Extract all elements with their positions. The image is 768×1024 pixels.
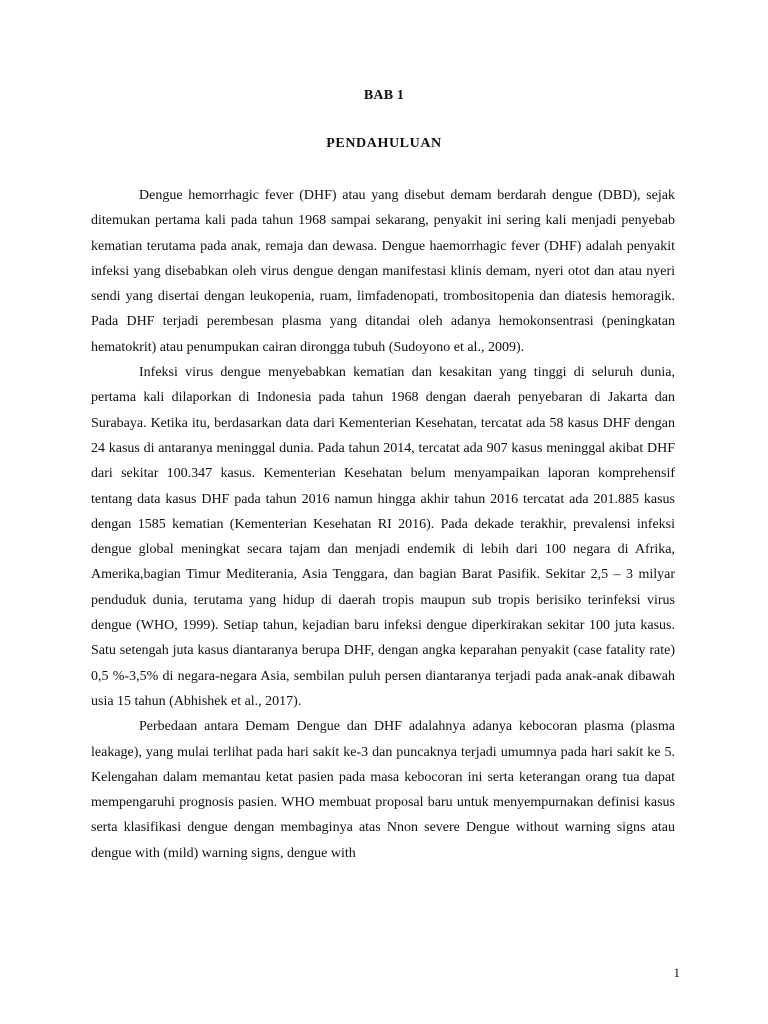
paragraph: Perbedaan antara Demam Dengue dan DHF adalahnya adanya kebocoran plasma (plasma leakage), yang mulai terlihat pada hari sakit ke-3 dan puncaknya terjadi umumnya pada hari sakit ke 5. Kelengahan dalam memantau ketat pasien pada masa kebocoran ini serta keterangan orang tua dapat mempengaruhi prognosis pasien. WHO membuat proposal baru untuk menyempurnakan definisi kasus serta klasifikasi dengue dengan membaginya atas Nnon severe Dengue without warning signs atau dengue with (mild) warning signs, dengue with bbox=[91, 719, 675, 861]
body-text bbox=[91, 183, 675, 866]
page-number: 1 bbox=[673, 965, 680, 980]
chapter-number: BAB 1 bbox=[363, 88, 405, 103]
paragraph: Infeksi virus dengue menyebabkan kematian dan kesakitan yang tinggi di seluruh dunia, pertama kali dilaporkan di Indonesia pada tahun 1968 dengan daerah penyebaran di Jakarta dan Surabaya. Ketika itu, berdasarkan data dari Kementerian Kesehatan, tercatat ada 58 kasus DHF dengan 24 kasus di antaranya meninggal dunia. Pada tahun 2014, tercatat ada 907 kasus meninggal akibat DHF dari sekitar 100.347 kasus. Kementerian Kesehatan belum menyampaikan laporan komprehensif tentang data kasus DHF pada tahun 2016 namun hingga akhir tahun 2016 tercatat ada 201.885 kasus dengan 1585 kematian (Kementerian Kesehatan RI 2016). Pada dekade terakhir, prevalensi infeksi dengue global meningkat secara tajam dan menjadi endemik di lebih dari 100 negara di Afrika, Amerika,bagian Timur Mediterania, Asia Tenggara, dan bagian Barat Pasifik. Sekitar 2,5 – 3 milyar penduduk dunia, terutama yang hidup di daerah tropis maupun sub tropis berisiko terinfeksi virus dengue (WHO, 1999). Setiap tahun, kejadian baru infeksi dengue diperkirakan sekitar 100 juta kasus. Satu setengah juta kasus diantaranya berupa DHF, dengan angka keparahan penyakit (case fatality rate) 0,5 %-3,5% di negara-negara Asia, sembilan puluh persen diantaranya terjadi pada anak-anak dibawah usia 15 tahun (Abhishek et al., 2017). bbox=[91, 365, 675, 709]
paragraph: Dengue hemorrhagic fever (DHF) atau yang disebut demam berdarah dengue (DBD), sejak ditemukan pertama kali pada tahun 1968 sampai sekarang, penyakit ini sering kali menjadi penyebab kematian terutama pada anak, remaja dan dewasa. Dengue haemorrhagic fever (DHF) adalah penyakit infeksi yang disebabkan oleh virus dengue dengan manifestasi klinis demam, nyeri otot dan atau nyeri sendi yang disertai dengan leukopenia, ruam, limfadenopati, trombositopenia dan diatesis hemoragik. Pada DHF terjadi perembesan plasma yang ditandai oleh adanya hemokonsentrasi (peningkatan hematokrit) atau penumpukan cairan dirongga tubuh (Sudoyono et al., 2009). bbox=[91, 188, 675, 355]
chapter-title: PENDAHULUAN bbox=[326, 136, 442, 151]
